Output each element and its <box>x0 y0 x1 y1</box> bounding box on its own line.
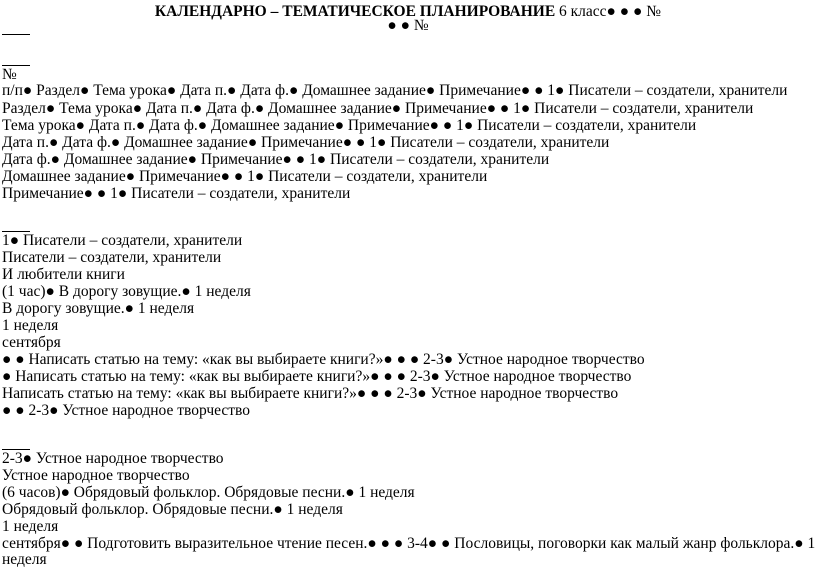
text-line: 2-3● Устное народное творчество <box>2 450 224 467</box>
text-line: ● Написать статью на тему: «как вы выбираете книги?»● ● ● 2-3● Устное народное творчество <box>2 368 632 385</box>
text-line: ● ● Написать статью на тему: «как вы выбираете книги?»● ● ● 2-3● Устное народное творчество <box>2 351 645 368</box>
text-line: 1● Писатели – создатели, хранители <box>2 232 243 249</box>
text-line: И любители книги <box>2 266 125 283</box>
text-line: ● ● 2-3● Устное народное творчество <box>2 402 251 419</box>
text-line: Писатели – создатели, хранители <box>2 249 222 266</box>
text-line: Дата ф.● Домашнее задание● Примечание● ● 1● Писатели – создатели, хранители <box>2 151 550 168</box>
text-line: 1 неделя <box>2 518 59 535</box>
text-line: п/п● Раздел● Тема урока● Дата п.● Дата ф.● Домашнее задание● Примечание● ● 1● Писатели – создатели, хранители <box>2 82 788 99</box>
document-subtitle: ● ● № <box>387 17 429 34</box>
text-line: Обрядовый фольклор. Обрядовые песни.● 1 неделя <box>2 501 343 518</box>
text-line: Домашнее задание● Примечание● ● 1● Писатели – создатели, хранители <box>2 168 488 185</box>
divider-rule <box>2 34 30 35</box>
text-line: сентября● ● Подготовить выразительное чтение песен.● ● ● 3-4● ● Пословицы, поговорки как малый жанр фольклора.● 1 <box>2 535 816 552</box>
document-title-rest: 6 класс● ● ● № <box>555 3 662 20</box>
text-line: неделя <box>2 551 47 568</box>
text-line: Написать статью на тему: «как вы выбираете книги?»● ● ● 2-3● Устное народное творчество <box>2 385 619 402</box>
text-line: сентября <box>2 334 61 351</box>
text-line: Дата п.● Дата ф.● Домашнее задание● Примечание● ● 1● Писатели – создатели, хранители <box>2 134 610 151</box>
text-line: (1 час)● В дорогу зовущие.● 1 неделя <box>2 283 251 300</box>
text-line: Тема урока● Дата п.● Дата ф.● Домашнее задание● Примечание● ● 1● Писатели – создатели, хранители <box>2 117 697 134</box>
text-line: 1 неделя <box>2 317 59 334</box>
text-line: (6 часов)● Обрядовый фольклор. Обрядовые песни.● 1 неделя <box>2 484 415 501</box>
text-line: В дорогу зовущие.● 1 неделя <box>2 300 195 317</box>
text-line: Примечание● ● 1● Писатели – создатели, хранители <box>2 185 351 202</box>
text-line: № <box>2 66 17 83</box>
text-line: Устное народное творчество <box>2 467 190 484</box>
document-title-bold: КАЛЕНДАРНО – ТЕМАТИЧЕСКОЕ ПЛАНИРОВАНИЕ <box>154 3 556 20</box>
text-line: Раздел● Тема урока● Дата п.● Дата ф.● Домашнее задание● Примечание● ● 1● Писатели – создатели, хранители <box>2 100 754 117</box>
